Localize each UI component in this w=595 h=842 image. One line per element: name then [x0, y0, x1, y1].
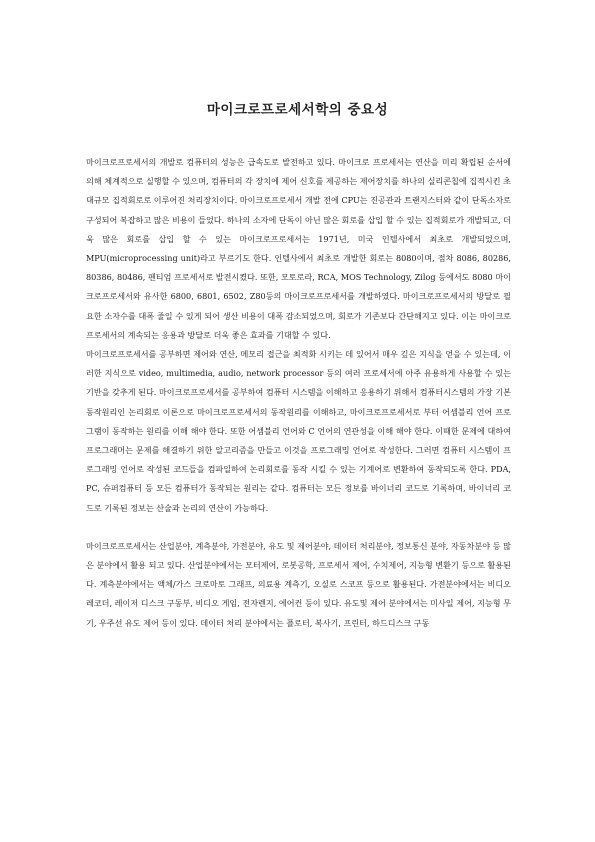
- paragraph-study: 마이크로프로세서를 공부하면 제어와 연산, 메모리 접근을 최적화 시키는 데 있어서 매우 깊은 지식을 얻을 수 있는데, 이러한 지식으로 video, multimedia, audio, network processor 등의 여러 프로세서에 아주 유용하게 사용할 수 있는 기반을 갖추게 된다. 마이크로프로세서를 공부하여 컴퓨터 시스템을 이해하고 응용하기 위해서 컴퓨터시스템의 가장 기본 동작원리인 논리회로 이론으로 마이크로프로세서의 동작원리를 이해하고, 마이크로프로세서로 부터 어셈블리 언어 프로그램이 동작하는 원리를 이해 해야 한다. 또한 어셈블리 언어와 C 언어의 연관성을 이해 해야 한다. 이때한 문제에 대하여 프로그래머는 문제를 해결하기 위한 알고리즘을 만들고 이것을 프로그래밍 언어로 작성한다. 그러면 컴퓨터 시스템이 프로그래밍 언어로 작성된 코드들을 컴파일하여 논리회로를 동작 시킬 수 있는 기계어로 변환하여 동작되도록 한다. PDA, PC, 슈퍼컴퓨터 등 모든 컴퓨터가 동작되는 원리는 같다. 컴퓨터는 모든 정보를 바이너리 코드로 기록하며, 바이너리 코드로 기록된 정보는 산술과 논리의 연산이 가능하다.: [86, 349, 511, 513]
- document-body: [86, 153, 511, 633]
- paragraph-applications: 마이크로프로세서는 산업분야, 계측분야, 가전분야, 유도 및 제어분야, 데이터 처리분야, 정보통신 분야, 자동차분야 등 많은 분야에서 활용 되고 있다. 산업분야에서는 모터제어, 로봇공학, 프로세서 제어, 수치제어, 지능형 변환기 등으로 활용된다. 계측분야에서는 액체/가스 크로마토 그래프, 의료용 계측기, 오실로 스코프 등으로 활용된다. 가전분야에서는 비디오 레코더, 레이저 디스크 구동부, 비디오 게임, 전자렌지, 에어컨 등이 있다. 유도및 제어 분야에서는 미사일 제어, 지능형 무기, 우주선 유도 제어 등이 있다. 데이터 처리 분야에서는 플로터, 복사기, 프린터, 하드디스크 구동: [86, 540, 511, 628]
- paragraph-spacer: [86, 518, 511, 537]
- paragraph-intro: 마이크로프로세서의 개발로 컴퓨터의 성능은 급속도로 발전하고 있다. 마이크로 프로세서는 연산을 미리 확립된 순서에 의해 체계적으로 실행할 수 있으며, 컴퓨터의 각 장치에 제어 신호를 제공하는 제어장치를 하나의 실리콘칩에 집적시킨 초대규모 집적회로로 이루어진 처리장치이다. 마이크로프로세서 개발 전에 CPU는 진공관과 트랜지스터와 같이 단독소자로 구성되어 복잡하고 많은 비용이 들었다. 하나의 소자에 단독이 아닌 많은 회로를 삽입 할 수 있는 집적회로가 개발되고, 더욱 많은 회로를 삽입 할 수 있는 마이크로프로세서는 1971년, 미국 인텔사에서 최초로 개발되었으며, MPU(microprocessing unit)라고 부르기도 한다. 인텔사에서 최초로 개발한 회로는 8080이며, 점차 8086, 80286, 80386, 80486, 펜티엄 프로세서로 발전시켰다. 또한, 모토로라, RCA, MOS Technology, Zilog 등에서도 8080 마이크로프로세서와 유사한 6800, 6801, 6502, Z80등의 마이크로프로세서를 개발하였다. 마이크로프로세서의 방달로 필요한 소자수를 대폭 줄일 수 있게 되어 생산 비용이 대폭 감소되었으며, 회로가 기존보다 간단해지고 있다. 이는 마이크로프로세서의 계속되는 응용과 방달로 더욱 좋은 효과를 기대할 수 있다.: [86, 157, 511, 340]
- page-title: 마이크로프로세서학의 중요성: [206, 102, 389, 118]
